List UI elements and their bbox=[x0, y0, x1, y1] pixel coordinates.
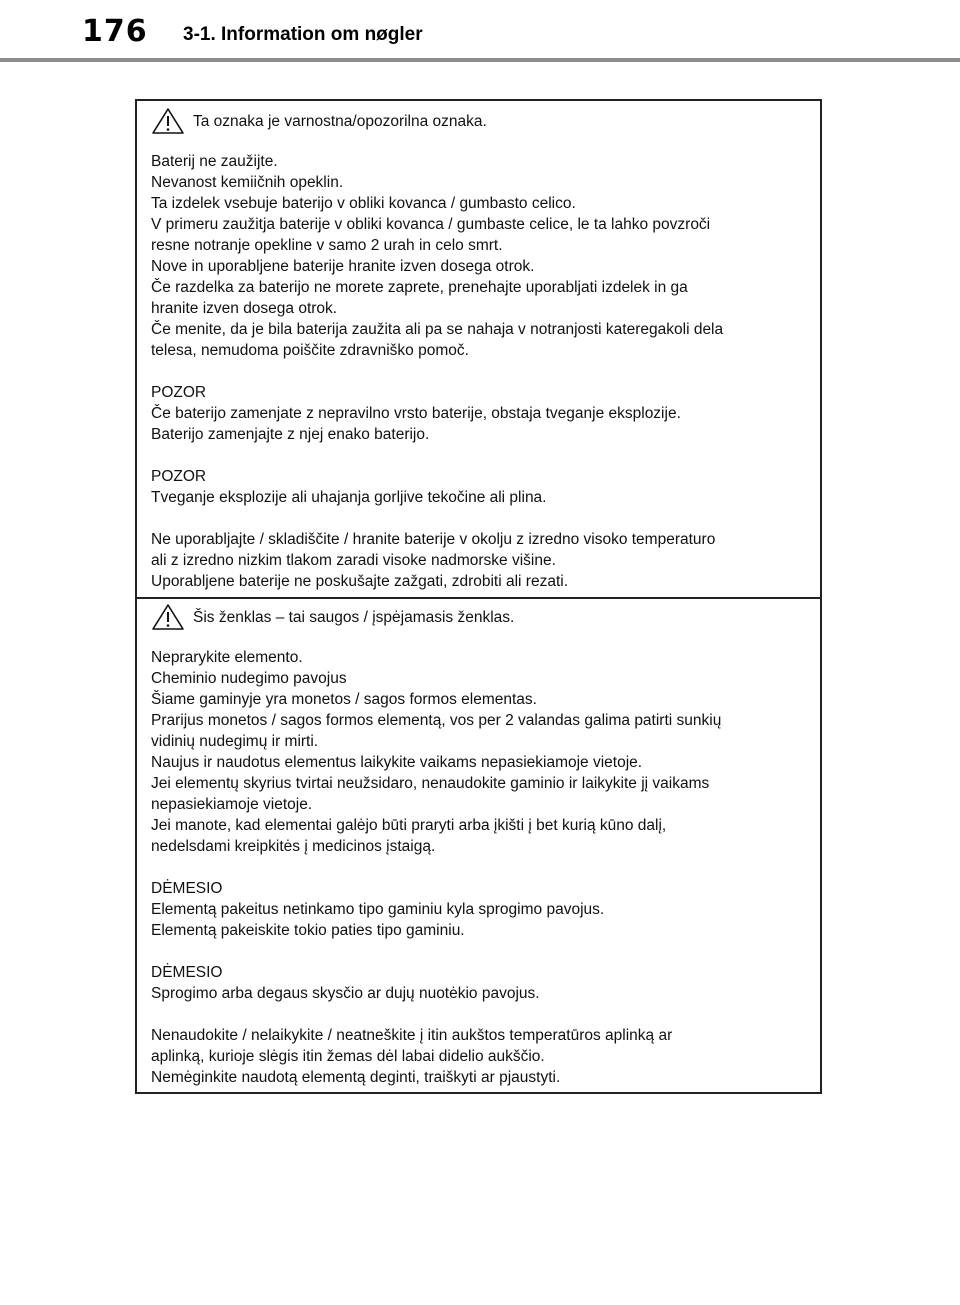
paragraph-safety bbox=[151, 151, 810, 361]
section-divider bbox=[137, 597, 820, 599]
paragraph-storage bbox=[151, 529, 810, 592]
warning-label-text: Šis ženklas – tai saugos / įspėjamasis ženklas. bbox=[193, 608, 515, 626]
text-line: Uporabljene baterije ne poskušajte zažgati, zdrobiti ali rezati. bbox=[151, 573, 569, 590]
text-line: nepasiekiamoje vietoje. bbox=[151, 796, 313, 813]
paragraph-caution bbox=[151, 466, 810, 508]
text-line: aplinką, kurioje slėgis itin žemas dėl labai didelio aukščio. bbox=[151, 1048, 545, 1065]
text-line: Šiame gaminyje yra monetos / sagos formos elementas. bbox=[151, 691, 537, 708]
text-line: Nove in uporabljene baterije hranite izven dosega otrok. bbox=[151, 258, 535, 275]
header-rule bbox=[0, 58, 960, 62]
text-line: nedelsdami kreipkitės į medicinos įstaigą. bbox=[151, 838, 436, 855]
text-line: Prarijus monetos / sagos formos elementą, vos per 2 valandas galima patirti sunkių bbox=[151, 712, 722, 729]
warning-triangle-icon bbox=[151, 107, 185, 135]
text-line: resne notranje opekline v samo 2 urah in celo smrt. bbox=[151, 237, 503, 254]
text-line: Cheminio nudegimo pavojus bbox=[151, 670, 347, 687]
slovenian-warning-block bbox=[151, 107, 810, 613]
text-line: Ne uporabljajte / skladiščite / hranite baterije v okolju z izredno visoko temperaturo bbox=[151, 531, 716, 548]
paragraph-caution bbox=[151, 878, 810, 941]
warning-notice-box bbox=[135, 99, 822, 1094]
paragraph-caution bbox=[151, 962, 810, 1004]
page-number: 176 bbox=[82, 14, 148, 49]
paragraph-caution bbox=[151, 382, 810, 445]
paragraph-storage bbox=[151, 1025, 810, 1088]
text-line: Baterijo zamenjajte z njej enako baterijo. bbox=[151, 426, 430, 443]
text-line: Jei elementų skyrius tvirtai neužsidaro, nenaudokite gaminio ir laikykite jį vaikams bbox=[151, 775, 710, 792]
text-line: Če baterijo zamenjate z nepravilno vrsto baterije, obstaja tveganje eksplozije. bbox=[151, 405, 681, 422]
warning-label-text: Ta oznaka je varnostna/opozorilna oznaka. bbox=[193, 112, 487, 130]
text-line: V primeru zaužitja baterije v obliki kovanca / gumbaste celice, le ta lahko povzroči bbox=[151, 216, 711, 233]
text-line: ali z izredno nizkim tlakom zaradi visoke nadmorske višine. bbox=[151, 552, 556, 569]
caution-heading: POZOR bbox=[151, 384, 207, 401]
caution-heading: POZOR bbox=[151, 468, 207, 485]
text-line: Elementą pakeitus netinkamo tipo gaminiu kyla sprogimo pavojus. bbox=[151, 901, 605, 918]
text-line: Ta izdelek vsebuje baterijo v obliki kovanca / gumbasto celico. bbox=[151, 195, 576, 212]
caution-heading: DĖMESIO bbox=[151, 880, 223, 897]
text-line: Neprarykite elemento. bbox=[151, 649, 303, 666]
text-line: telesa, nemudoma poiščite zdravniško pomoč. bbox=[151, 342, 469, 359]
text-line: Če razdelka za baterijo ne morete zaprete, prenehajte uporabljati izdelek in ga bbox=[151, 279, 688, 296]
text-line: Sprogimo arba degaus skysčio ar dujų nuotėkio pavojus. bbox=[151, 985, 540, 1002]
text-line: Baterij ne zaužijte. bbox=[151, 153, 278, 170]
caution-heading: DĖMESIO bbox=[151, 964, 223, 981]
text-line: Če menite, da je bila baterija zaužita ali pa se nahaja v notranjosti kateregakoli dela bbox=[151, 321, 724, 338]
text-line: Elementą pakeiskite tokio paties tipo gaminiu. bbox=[151, 922, 465, 939]
text-line: Naujus ir naudotus elementus laikykite vaikams nepasiekiamoje vietoje. bbox=[151, 754, 643, 771]
text-line: Jei manote, kad elementai galėjo būti praryti arba įkišti į bet kurią kūno dalį, bbox=[151, 817, 667, 834]
lithuanian-warning-block bbox=[151, 603, 810, 1109]
text-line: Nevanost kemiičnih opeklin. bbox=[151, 174, 344, 191]
paragraph-safety bbox=[151, 647, 810, 857]
text-line: hranite izven dosega otrok. bbox=[151, 300, 338, 317]
text-line: Nenaudokite / nelaikykite / neatneškite į itin aukštos temperatūros aplinką ar bbox=[151, 1027, 673, 1044]
text-line: Tveganje eksplozije ali uhajanja gorljive tekočine ali plina. bbox=[151, 489, 547, 506]
warning-label-row bbox=[151, 603, 810, 631]
warning-triangle-icon bbox=[151, 603, 185, 631]
text-line: Nemėginkite naudotą elementą deginti, traiškyti ar pjaustyti. bbox=[151, 1069, 561, 1086]
section-title: 3-1. Information om nøgler bbox=[183, 24, 423, 45]
page-header bbox=[0, 0, 960, 62]
text-line: vidinių nudegimų ir mirti. bbox=[151, 733, 319, 750]
warning-label-row bbox=[151, 107, 810, 135]
